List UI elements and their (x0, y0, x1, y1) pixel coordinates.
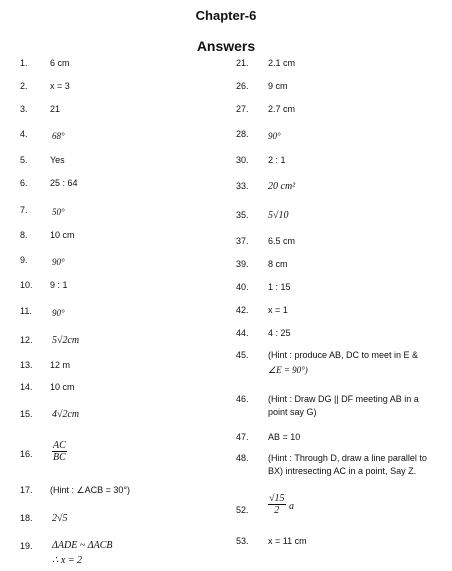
right-answer: 5√10 (268, 210, 289, 221)
left-num: 6. (20, 178, 28, 188)
right-answer: AB = 10 (268, 432, 301, 442)
answers-heading: Answers (196, 38, 256, 54)
right-num: 26. (236, 81, 249, 91)
right-num: 44. (236, 328, 249, 338)
right-answer-line2: BX) intresecting AC in a point, Say Z. (268, 466, 417, 476)
right-answer: 1 : 15 (268, 282, 291, 292)
right-answer: (Hint : Through D, draw a line parallel to (268, 453, 427, 463)
right-answer-line2: ∠E = 90°) (268, 365, 308, 375)
left-answer: 4√2cm (52, 409, 80, 420)
left-answer: 50° (52, 207, 65, 217)
right-answer: 4 : 25 (268, 328, 291, 338)
left-answer: 90° (52, 257, 65, 267)
left-num: 5. (20, 155, 28, 165)
left-num: 19. (20, 541, 33, 551)
left-num: 14. (20, 382, 33, 392)
left-num: 17. (20, 485, 33, 495)
right-num: 48. (236, 453, 249, 463)
left-num: 15. (20, 409, 33, 419)
right-num: 35. (236, 210, 249, 220)
left-answer: Yes (50, 155, 65, 165)
left-answer: 21 (50, 104, 61, 114)
right-num: 45. (236, 350, 249, 360)
right-answer: x = 1 (268, 305, 288, 315)
left-num: 9. (20, 255, 28, 265)
left-num: 1. (20, 58, 28, 68)
left-answer: x = 3 (50, 81, 70, 91)
right-num: 52. (236, 505, 249, 515)
right-answer: 2.7 cm (268, 104, 296, 114)
left-num: 16. (20, 449, 33, 459)
right-num: 46. (236, 394, 249, 404)
right-answer: (Hint : produce AB, DC to meet in E & (268, 350, 419, 360)
right-num: 21. (236, 58, 249, 68)
left-answer: 2√5 (52, 513, 68, 524)
left-num: 18. (20, 513, 33, 523)
left-answer-fraction (52, 440, 67, 463)
right-num: 42. (236, 305, 249, 315)
right-answer-tail: a (289, 501, 294, 512)
left-answer: 90° (52, 308, 65, 318)
right-num: 37. (236, 236, 249, 246)
right-answer: 90° (268, 131, 281, 141)
left-answer: 9 : 1 (50, 280, 68, 290)
right-answer: 2 : 1 (268, 155, 286, 165)
right-answer-line2: point say G) (268, 407, 317, 417)
fraction-denominator: BC (53, 452, 66, 463)
right-num: 27. (236, 104, 249, 114)
right-answer: 8 cm (268, 259, 288, 269)
left-answer: (Hint : ∠ACB = 30°) (50, 485, 130, 495)
fraction-denominator: 2 (274, 505, 280, 516)
left-answer: 12 m (50, 360, 71, 370)
chapter-title: Chapter-6 (195, 8, 257, 23)
left-answer: ΔADE ~ ΔACB (52, 540, 113, 551)
left-num: 11. (20, 306, 32, 316)
fraction-numerator: AC (53, 440, 66, 451)
left-answer: 10 cm (50, 230, 75, 240)
right-answer-fraction (268, 493, 286, 516)
left-answer: 25 : 64 (50, 178, 78, 188)
left-num: 2. (20, 81, 28, 91)
right-num: 28. (236, 129, 249, 139)
left-num: 10. (20, 280, 33, 290)
right-answer: 20 cm² (268, 181, 296, 192)
right-num: 33. (236, 181, 249, 191)
left-answer: 68° (52, 131, 65, 141)
right-answer: 9 cm (268, 81, 288, 91)
right-answer: 6.5 cm (268, 236, 296, 246)
right-num: 53. (236, 536, 249, 546)
left-answer: 6 cm (50, 58, 70, 68)
left-answer: 10 cm (50, 382, 75, 392)
left-num: 12. (20, 335, 33, 345)
right-answer: x = 11 cm (268, 536, 307, 546)
left-num: 8. (20, 230, 28, 240)
right-num: 39. (236, 259, 249, 269)
left-num: 13. (20, 360, 33, 370)
right-num: 47. (236, 432, 249, 442)
left-num: 7. (20, 205, 28, 215)
left-num: 4. (20, 129, 28, 139)
fraction-numerator: √15 (269, 493, 285, 504)
left-answer: 5√2cm (52, 335, 80, 346)
right-num: 30. (236, 155, 249, 165)
right-answer: (Hint : Draw DG || DF meeting AB in a (268, 394, 419, 404)
right-num: 40. (236, 282, 249, 292)
right-answer: 2.1 cm (268, 58, 296, 68)
left-answer-line2: ∴ x = 2 (52, 555, 83, 566)
left-num: 3. (20, 104, 28, 114)
